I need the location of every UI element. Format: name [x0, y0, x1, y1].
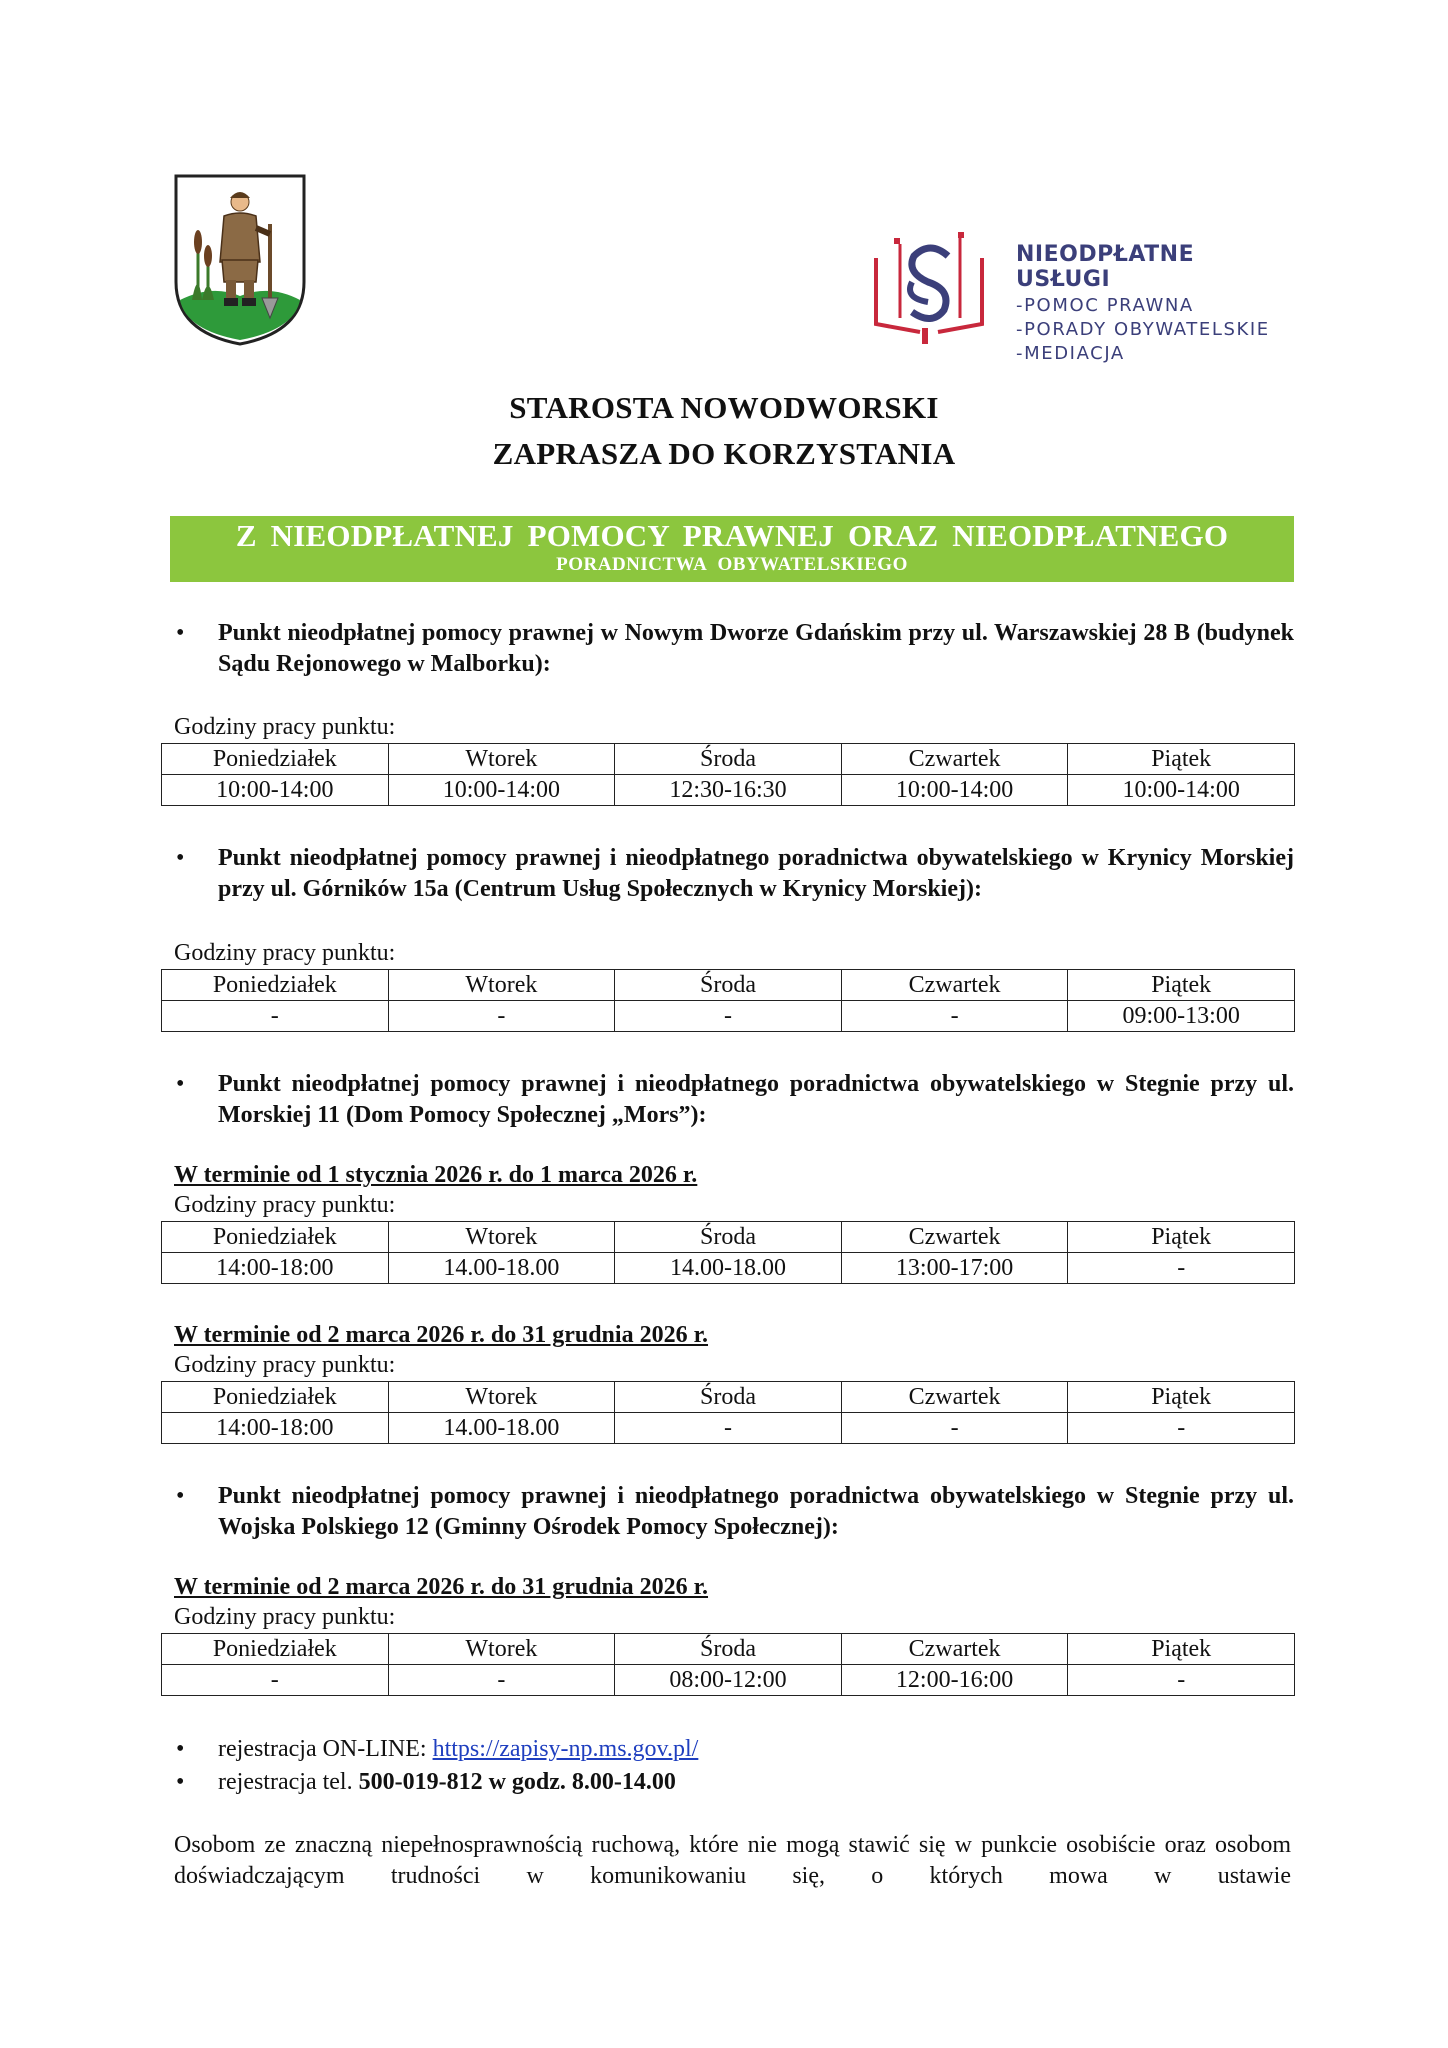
hours-cell: -	[1068, 1253, 1295, 1284]
period-label: W terminie od 2 marca 2026 r. do 31 grudnia 2026 r.	[174, 1322, 709, 1348]
day-header: Środa	[615, 1382, 842, 1413]
day-header: Wtorek	[388, 1222, 615, 1253]
table-row	[162, 1001, 1295, 1032]
hours-label: Godziny pracy punktu:	[174, 1192, 396, 1218]
bullet-icon: •	[176, 1769, 185, 1795]
day-header: Środa	[615, 1222, 842, 1253]
county-crest-icon	[172, 172, 308, 348]
hours-cell: 12:00-16:00	[841, 1665, 1068, 1696]
phone-registration-item	[170, 1767, 1294, 1798]
hours-cell: 14:00-18:00	[162, 1253, 389, 1284]
day-header: Piątek	[1068, 970, 1295, 1001]
hours-cell: 14:00-18:00	[162, 1413, 389, 1444]
day-header: Wtorek	[388, 744, 615, 775]
banner-line-2: PORADNICTWA OBYWATELSKIEGO	[556, 554, 908, 575]
hours-cell: -	[1068, 1665, 1295, 1696]
section-2-text: Punkt nieodpłatnej pomocy prawnej i nieodpłatnego poradnictwa obywatelskiego w Krynicy Morskiej przy ul. Górników 15a (Centrum Usług Społecznych w Krynicy Morskiej):	[218, 845, 1294, 902]
logo-line-civic-advice: -PORADY OBYWATELSKIE	[1016, 319, 1270, 340]
day-header: Czwartek	[841, 970, 1068, 1001]
section-3-heading	[170, 1069, 1294, 1131]
paragraph-book-icon	[870, 228, 988, 348]
table-header-row	[162, 970, 1295, 1001]
day-header: Piątek	[1068, 1382, 1295, 1413]
table-row	[162, 1665, 1295, 1696]
section-3-text: Punkt nieodpłatnej pomocy prawnej i nieodpłatnego poradnictwa obywatelskiego w Stegnie przy ul. Morskiej 11 (Dom Pomocy Społecznej „Mors”):	[218, 1071, 1294, 1128]
hours-cell: 12:30-16:30	[615, 775, 842, 806]
logo-title: NIEODPŁATNE USŁUGI	[1016, 242, 1195, 292]
section-2-heading	[170, 843, 1294, 905]
day-header: Czwartek	[841, 1382, 1068, 1413]
day-header: Środa	[615, 970, 842, 1001]
title-banner	[170, 516, 1294, 582]
hours-cell: -	[615, 1413, 842, 1444]
bullet-icon: •	[176, 1071, 185, 1097]
schedule-table-3b	[161, 1381, 1295, 1444]
schedule-table-2	[161, 969, 1295, 1032]
day-header: Poniedziałek	[162, 970, 389, 1001]
hours-label: Godziny pracy punktu:	[174, 1352, 396, 1378]
bullet-icon: •	[176, 845, 185, 871]
bullet-icon: •	[176, 620, 185, 646]
table-header-row	[162, 1634, 1295, 1665]
day-header: Piątek	[1068, 1222, 1295, 1253]
online-registration-item	[170, 1734, 1294, 1765]
day-header: Wtorek	[388, 1634, 615, 1665]
table-header-row	[162, 1222, 1295, 1253]
hours-cell: 10:00-14:00	[1068, 775, 1295, 806]
day-header: Poniedziałek	[162, 1222, 389, 1253]
table-row	[162, 1413, 1295, 1444]
section-4-text: Punkt nieodpłatnej pomocy prawnej i nieodpłatnego poradnictwa obywatelskiego w Stegnie przy ul. Wojska Polskiego 12 (Gminny Ośrodek Pomocy Społecznej):	[218, 1483, 1294, 1540]
table-header-row	[162, 744, 1295, 775]
phone-registration-prefix: rejestracja tel.	[218, 1769, 359, 1795]
table-row	[162, 1253, 1295, 1284]
logo-line-legal-aid: -POMOC PRAWNA	[1016, 295, 1194, 316]
day-header: Wtorek	[388, 1382, 615, 1413]
hours-cell: 14.00-18.00	[388, 1413, 615, 1444]
section-1-heading	[170, 618, 1294, 680]
section-1-text: Punkt nieodpłatnej pomocy prawnej w Nowym Dworze Gdańskim przy ul. Warszawskiej 28 B (budynek Sądu Rejonowego w Malborku):	[218, 620, 1294, 677]
hours-cell: -	[1068, 1413, 1295, 1444]
hours-cell: 10:00-14:00	[841, 775, 1068, 806]
page-title-line-2: ZAPRASZA DO KORZYSTANIA	[492, 436, 956, 471]
hours-cell: 09:00-13:00	[1068, 1001, 1295, 1032]
hours-cell: -	[388, 1665, 615, 1696]
hours-label: Godziny pracy punktu:	[174, 940, 396, 966]
hours-cell: -	[162, 1001, 389, 1032]
day-header: Czwartek	[841, 1634, 1068, 1665]
footer-paragraph: Osobom ze znaczną niepełnosprawnością ruchową, które nie mogą stawić się w punkcie osobiście oraz osobom doświadczającym trudności w komunikowaniu się, o których mowa w ustawie	[174, 1832, 1291, 1889]
schedule-table-4	[161, 1633, 1295, 1696]
online-registration-prefix: rejestracja ON-LINE:	[218, 1736, 433, 1762]
schedule-table-1	[161, 743, 1295, 806]
online-registration-link[interactable]: https://zapisy-np.ms.gov.pl/	[432, 1736, 699, 1762]
day-header: Czwartek	[841, 744, 1068, 775]
hours-cell: 14.00-18.00	[388, 1253, 615, 1284]
day-header: Środa	[615, 1634, 842, 1665]
hours-label: Godziny pracy punktu:	[174, 1604, 396, 1630]
bullet-icon: •	[176, 1736, 185, 1762]
day-header: Poniedziałek	[162, 744, 389, 775]
table-row	[162, 775, 1295, 806]
period-label: W terminie od 2 marca 2026 r. do 31 grudnia 2026 r.	[174, 1574, 709, 1600]
table-header-row	[162, 1382, 1295, 1413]
day-header: Czwartek	[841, 1222, 1068, 1253]
day-header: Poniedziałek	[162, 1634, 389, 1665]
free-services-logo	[870, 228, 1290, 364]
hours-cell: -	[841, 1001, 1068, 1032]
logo-line-mediation: -MEDIACJA	[1016, 343, 1125, 364]
hours-cell: -	[162, 1665, 389, 1696]
phone-registration-value: 500-019-812 w godz. 8.00-14.00	[358, 1769, 676, 1795]
day-header: Piątek	[1068, 744, 1295, 775]
hours-cell: 13:00-17:00	[841, 1253, 1068, 1284]
day-header: Środa	[615, 744, 842, 775]
banner-line-1: Z NIEODPŁATNEJ POMOCY PRAWNEJ ORAZ NIEODPŁATNEGO	[235, 518, 1229, 553]
day-header: Piątek	[1068, 1634, 1295, 1665]
hours-cell: 14.00-18.00	[615, 1253, 842, 1284]
day-header: Poniedziałek	[162, 1382, 389, 1413]
page-title-line-1: STAROSTA NOWODWORSKI	[509, 390, 939, 425]
hours-label: Godziny pracy punktu:	[174, 714, 396, 740]
period-label: W terminie od 1 stycznia 2026 r. do 1 marca 2026 r.	[174, 1162, 698, 1188]
hours-cell: 10:00-14:00	[162, 775, 389, 806]
hours-cell: -	[615, 1001, 842, 1032]
schedule-table-3a	[161, 1221, 1295, 1284]
hours-cell: -	[841, 1413, 1068, 1444]
hours-cell: 10:00-14:00	[388, 775, 615, 806]
hours-cell: -	[388, 1001, 615, 1032]
section-4-heading	[170, 1481, 1294, 1543]
day-header: Wtorek	[388, 970, 615, 1001]
hours-cell: 08:00-12:00	[615, 1665, 842, 1696]
bullet-icon: •	[176, 1483, 185, 1509]
